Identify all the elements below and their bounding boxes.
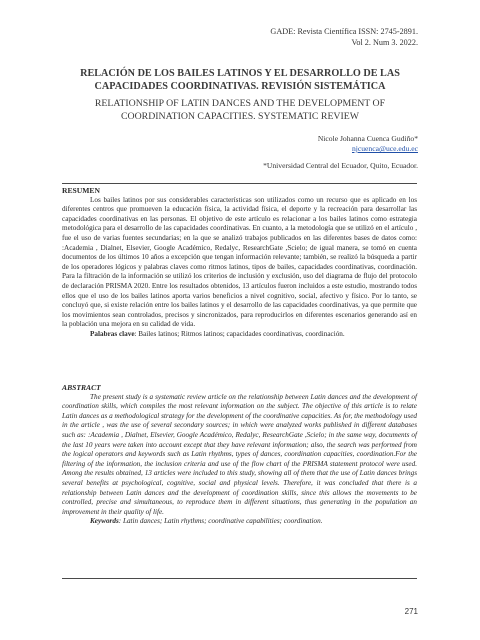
divider-top xyxy=(62,183,417,184)
journal-volume: Vol 2. Num 3. 2022. xyxy=(351,38,418,47)
abstract-section xyxy=(62,383,417,527)
title-english: RELATIONSHIP OF LATIN DANCES AND THE DEVELOPMENT OF COORDINATION CAPACITIES. SYSTEMATIC REVIEW xyxy=(94,98,386,122)
page-number: 271 xyxy=(404,607,418,616)
abstract-keywords-label: Keywords xyxy=(90,517,119,526)
abstract-body: The present study is a systematic review article on the relationship between Latin dances and the development of coordination skills, which compiles the most relevant information on the subject. The objective of this article is to relate Latin dances as a methodological strategy for the development of the coordinative capacities. As for, the methodology used in the article , was the use of several secondary sources; in which were analyzed works published in different databases such as: :Academia , Dialnet, Elsevier, Google Académico, Redalyc, ResearchGate ,Scielo; in the same way, documents of the last 10 years were taken into account except that they have relevant information; also, the search was performed from the logical operators and keywords such as Latin rhythms, types of dances, coordination capacities, coordination.For the filtering of the information, the inclusion criteria and use of the flow chart of the PRISMA statement protocol were used. Among the results obtained, 13 articles were included to this study, showing all of them that the use of Latin dances brings several benefits at psychological, cognitive, social and physical levels. Therefore, it was concluded that there is a relationship between Latin dances and the development of coordination skills, since this allows the movements to be controlled, precise and simultaneous, to reproduce them in different situations, thus generating in the population an improvement in their quality of life. xyxy=(62,392,417,516)
author-block xyxy=(318,134,418,154)
title-spanish: RELACIÓN DE LOS BAILES LATINOS Y EL DESARROLLO DE LAS CAPACIDADES COORDINATIVAS. REVISIÓN SISTEMÁTICA xyxy=(80,68,400,92)
author-email-link[interactable]: njcuenca@uce.edu.ec xyxy=(351,144,418,153)
resumen-body: Los bailes latinos por sus considerables características son utilizados como un recurso que es aplicado en los diferentes centros que promueven la educación física, la actividad física, el deporte y la recreación para desarrollar las capacidades coordinativas en las personas. El objetivo de este artículo es relacionar a los bailes latinos como estrategia metodológica para el desarrollo de las capacidades coordinativas. En cuanto, a la metodología que se utilizó en el artículo , fue el uso de varias fuentes secundarias; en la que se analizó trabajos publicados en las diferentes bases de datos como: :Academia , Dialnet, Elsevier, Google Académico, Redalyc, ResearchGate ,Scielo; de igual manera, se tomó en cuenta documentos de los últimos 10 años a excepción que tengan información relevante; también, se realizó la búsqueda a partir de los operadores lógicos y palabras claves como ritmos latinos, tipos de bailes, capacidades coordinativas, coordinación. Para la filtración de la información se utilizó los criterios de inclusión y exclusión, uso del diagrama de flujo del protocolo de declaración PRISMA 2020. Entre los resultados obtenidos, 13 artículos fueron incluidos a este estudio, mostrando todos ellos que el uso de los bailes latinos aporta varios beneficios a nivel cognitivo, social, afectivo y físico. Por lo tanto, se concluyó que, si existe relación entre los bailes latinos y el desarrollo de las capacidades coordinativas, ya que permite que los movimientos sean controlados, precisos y sincronizados, para reproducirlos en diferentes escenarios generando así en la población una mejora en su calidad de vida. xyxy=(62,195,417,329)
abstract-keywords-text: : Latin dances; Latin rhythms; coordinative capabilities; coordination. xyxy=(118,517,323,526)
resumen-heading: RESUMEN xyxy=(62,186,100,195)
resumen-keywords-text: : Bailes latinos; Ritmos latinos; capacidades coordinativas, coordinación. xyxy=(134,329,345,338)
journal-issn: GADE: Revista Científica ISSN: 2745-2891. xyxy=(270,27,418,36)
resumen-keywords xyxy=(62,330,417,340)
resumen-keywords-label: Palabras clave xyxy=(90,329,135,338)
author-affiliation: *Universidad Central del Ecuador, Quito, Ecuador. xyxy=(263,161,418,170)
divider-bottom xyxy=(62,578,417,579)
author-name: Nicole Johanna Cuenca Gudiño* xyxy=(317,134,418,143)
journal-header xyxy=(270,26,418,48)
resumen-section xyxy=(62,186,417,340)
abstract-keywords xyxy=(62,517,417,527)
abstract-heading: ABSTRACT xyxy=(62,383,101,392)
